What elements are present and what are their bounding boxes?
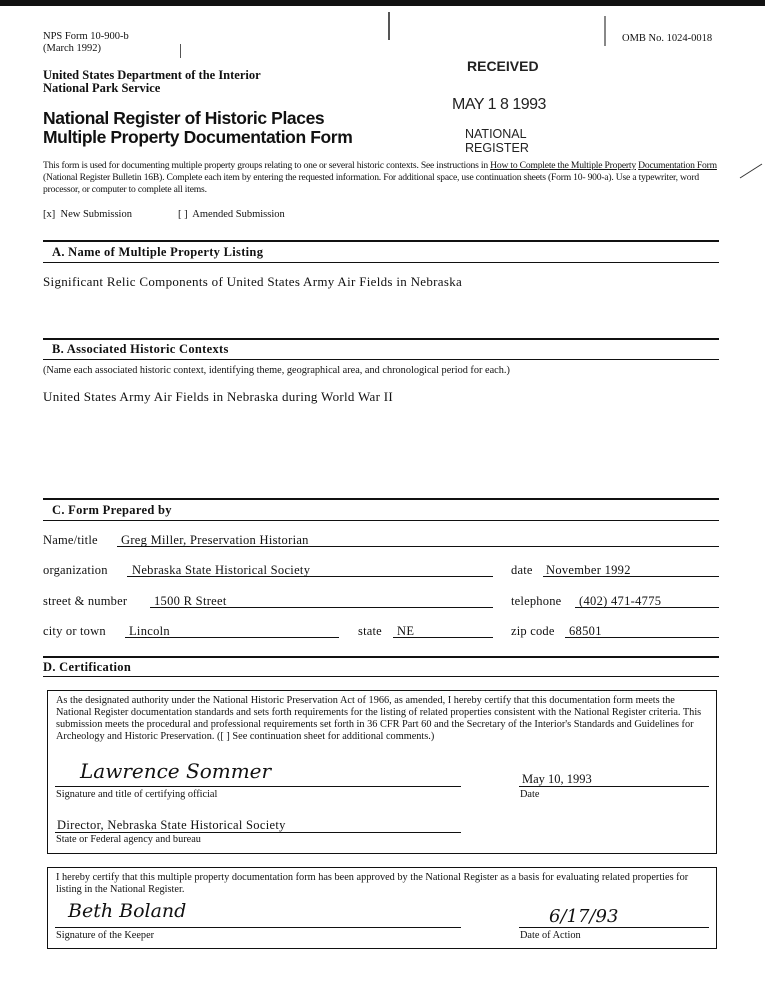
scan-top-border (0, 0, 765, 6)
amended-submission (178, 209, 285, 220)
section-d-rule-bottom (43, 676, 719, 677)
agency-line (55, 832, 461, 833)
amended-submission-label: Amended Submission (192, 209, 285, 220)
telephone-field[interactable] (575, 592, 719, 608)
city-value: Lincoln (129, 624, 170, 638)
section-c-heading: C. Form Prepared by (52, 503, 172, 517)
new-submission-label: New Submission (60, 209, 132, 220)
section-c-rule (43, 498, 719, 500)
form-date: (March 1992) (43, 43, 102, 54)
section-d-heading: D. Certification (43, 660, 132, 674)
city-field[interactable] (125, 622, 339, 638)
section-b-rule-bottom (43, 359, 719, 360)
stamp-register: REGISTER (465, 141, 529, 155)
name-title-field[interactable] (117, 531, 719, 547)
multiple-property-name: Significant Relic Components of United States Army Air Fields in Nebraska (43, 274, 463, 289)
new-submission-checkbox[interactable]: [x] (43, 209, 56, 220)
amended-submission-checkbox[interactable]: [ ] (178, 209, 188, 220)
form-number: NPS Form 10-900-b (43, 31, 129, 42)
date-caption: Date (520, 789, 540, 800)
keeper-signature-label: Signature of the Keeper (56, 930, 155, 941)
section-d-rule (43, 656, 719, 658)
stamp-received: RECEIVED (467, 58, 539, 74)
telephone-value: (402) 471-4775 (579, 594, 662, 608)
instructions (43, 160, 721, 196)
section-a-rule-bottom (43, 262, 719, 263)
date-field[interactable] (543, 561, 719, 577)
stamp-national: NATIONAL (465, 127, 527, 141)
certification-date: May 10, 1993 (522, 772, 592, 786)
date-of-action-line (519, 927, 709, 928)
name-title-label: Name/title (43, 533, 98, 547)
street-value: 1500 R Street (154, 594, 227, 608)
signature-line (55, 786, 461, 787)
keeper-certification-text: I hereby certify that this multiple property documentation form has been approved by the National Register as a basis for evaluating related properties for listing in the National Register. (56, 872, 689, 895)
omb-number: OMB No. 1024-0018 (622, 33, 713, 44)
certifying-signature: Lawrence Sommer (80, 759, 272, 783)
street-label: street & number (43, 594, 128, 608)
certification-text: As the designated authority under the National Historic Preservation Act of 1966, as amended, I hereby certify that this documentation form meets the National Register documentation standards and sets forth requirements for the listing of related properties consistent with the National Register criteria. This submission meets the procedural and professional requirements set forth in 36 CFR Part 60 and the Secretary of the Interior's Standards and Guidelines for Archeology and Historic Preservation. ([ ] See continuation sheet for additional comments.) (56, 695, 702, 742)
state-field[interactable] (393, 622, 493, 638)
date-label: date (511, 563, 533, 577)
date-of-action-value: 6/17/93 (549, 906, 619, 927)
scan-mark (604, 16, 606, 46)
state-value: NE (397, 624, 415, 638)
section-a-rule (43, 240, 719, 242)
zip-value: 68501 (569, 624, 602, 638)
state-label: state (358, 624, 382, 638)
instructions-link-1: How to Complete the Multiple Property (490, 160, 636, 171)
section-b-heading: B. Associated Historic Contexts (52, 342, 229, 356)
telephone-label: telephone (511, 594, 562, 608)
date-value: November 1992 (546, 563, 631, 577)
section-b-note: (Name each associated historic context, identifying theme, geographical area, and chronological period for each.) (43, 365, 510, 376)
name-title-value: Greg Miller, Preservation Historian (121, 533, 309, 547)
new-submission (43, 209, 132, 220)
street-field[interactable] (150, 592, 493, 608)
form-title-line1: National Register of Historic Places (43, 108, 325, 128)
instructions-text-3: 900-a). Use a typewriter, word processor, or computer to complete all items. (43, 172, 699, 195)
instructions-link-2: Documentation Form (638, 160, 717, 171)
stamp-date: MAY 1 8 1993 (452, 96, 546, 113)
margin-pen-mark (738, 160, 764, 182)
service: National Park Service (43, 81, 161, 95)
department: United States Department of the Interior (43, 68, 261, 82)
scan-mark (388, 12, 390, 40)
organization-value: Nebraska State Historical Society (132, 563, 311, 577)
section-c-rule-bottom (43, 520, 719, 521)
zip-label: zip code (511, 624, 555, 638)
keeper-signature-line (55, 927, 461, 928)
form-title-line2: Multiple Property Documentation Form (43, 127, 353, 147)
scan-mark (180, 44, 181, 58)
keeper-signature: Beth Boland (68, 900, 187, 922)
section-b-rule (43, 338, 719, 340)
city-label: city or town (43, 624, 106, 638)
instructions-text-2: (National Register Bulletin 16B). Complete each item by entering the requested information. For additional space, use continuation sheets (Form 10- (43, 172, 586, 183)
date-of-action-label: Date of Action (520, 930, 581, 941)
historic-context: United States Army Air Fields in Nebraska during World War II (43, 389, 394, 404)
zip-field[interactable] (565, 622, 719, 638)
agency-value: Director, Nebraska State Historical Society (57, 818, 286, 832)
organization-label: organization (43, 563, 108, 577)
section-a-heading: A. Name of Multiple Property Listing (52, 245, 264, 259)
date-line (519, 786, 709, 787)
instructions-text: This form is used for documenting multiple property groups relating to one or several historic contexts. See instructions in (43, 160, 491, 171)
agency-label: State or Federal agency and bureau (56, 834, 201, 845)
organization-field[interactable] (127, 561, 493, 577)
signature-label: Signature and title of certifying official (56, 789, 218, 800)
